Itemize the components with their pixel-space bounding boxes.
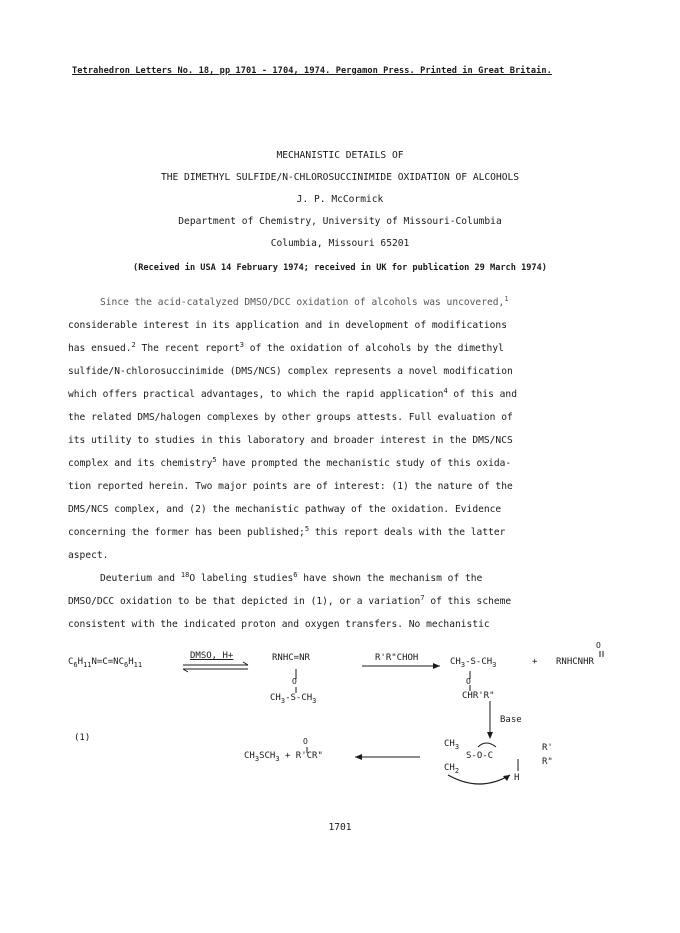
para1-line-4: sulfide/N-chlorosuccinimide (DMS/NCS) complex represents a novel modification xyxy=(68,366,513,377)
para2-line-1: Deuterium and $^{18}$O labeling studies$^6$ have shown the mechanism of the xyxy=(100,571,483,584)
para2-line-2: DMSO/DCC oxidation to be that depicted in (1), or a variation$^7$ of this scheme xyxy=(68,594,512,607)
forward-arrow-2-head xyxy=(433,663,440,669)
reagent-alcohol: R'R"CHOH xyxy=(375,653,419,663)
para2-line-3: consistent with the indicated proton and oxygen transfers. No mechanistic xyxy=(68,619,490,630)
para1-line-5: which offers practical advantages, to which the rapid application$^4$ of this and xyxy=(68,387,517,400)
sulfonium-oxygen: O xyxy=(466,677,471,686)
para1-line-2: considerable interest in its application and in development of modifications xyxy=(68,320,507,331)
sulfonium-bottom: CHR'R" xyxy=(462,691,495,701)
ylide-ch3: $CH_3$ xyxy=(444,739,460,751)
electron-arrow-1 xyxy=(448,775,510,784)
ylide-r1: R' xyxy=(542,743,553,753)
para1-line-6: the related DMS/halogen complexes by other groups attests. Full evaluation of xyxy=(68,412,513,423)
title-line-1: MECHANISTIC DETAILS OF xyxy=(276,150,404,161)
para1-line-7: its utility to studies in this laboratory and broader interest in the DMS/NCS xyxy=(68,435,513,446)
urea-oxygen: O xyxy=(596,641,601,650)
products-oxygen: O xyxy=(303,737,308,746)
journal-header: Tetrahedron Letters No. 18, pp 1701 - 1704, 1974. Pergamon Press. Printed in Great Britain. xyxy=(72,66,552,76)
para1-line-10: DMS/NCS complex, and (2) the mechanistic pathway of the oxidation. Evidence xyxy=(68,504,502,515)
para1-line-1: Since the acid-catalyzed DMSO/DCC oxidation of alcohols was uncovered,$^1$ xyxy=(100,295,509,308)
page-number: 1701 xyxy=(328,822,352,833)
affiliation: Department of Chemistry, University of Missouri-Columbia xyxy=(178,216,502,227)
para1-line-3: has ensued.$^2$ The recent report$^3$ of the oxidation of alcohols by the dimethyl xyxy=(68,341,504,354)
intermediate-sulfur: $CH_3-S-CH_3$ xyxy=(270,693,317,705)
author: J. P. McCormick xyxy=(296,194,384,205)
sulfonium-top: $CH_3-S-CH_3$ xyxy=(450,657,497,669)
ylide-core: S-O-C xyxy=(466,751,494,761)
reagent-dmso: DMSO, H+ xyxy=(190,651,234,661)
dcc-reagent: $C_6H_{11}N=C=NC_6H_{11}$ xyxy=(68,657,143,669)
ylide-h: H xyxy=(514,773,520,783)
intermediate-top: RNHC=NR xyxy=(272,653,310,663)
ylide-ch2: $CH_2$ xyxy=(444,763,460,775)
base-label: Base xyxy=(500,715,522,725)
urea-product: RNHCNHR xyxy=(556,657,594,667)
received-line: (Received in USA 14 February 1974; received in UK for publication 29 March 1974) xyxy=(133,263,547,273)
para1-line-9: tion reported herein. Two major points are of interest: (1) the nature of the xyxy=(68,481,513,492)
intermediate-oxygen: O xyxy=(292,677,297,686)
products: $CH_3SCH_3 + R'CR$" xyxy=(244,751,323,763)
down-arrow-head xyxy=(487,732,493,739)
back-arrow-head xyxy=(355,754,362,760)
plus-sign: + xyxy=(532,657,538,667)
scheme-label: (1) xyxy=(74,733,91,743)
para1-line-11: concerning the former has been published;$^5$ this report deals with the latter xyxy=(68,525,506,538)
reaction-scheme xyxy=(0,635,680,795)
para1-line-12: aspect. xyxy=(68,550,109,561)
title-line-2: THE DIMETHYL SULFIDE/N-CHLOROSUCCINIMIDE OXIDATION OF ALCOHOLS xyxy=(160,172,520,183)
address: Columbia, Missouri 65201 xyxy=(270,238,410,249)
para1-line-8: complex and its chemistry$^5$ have prompted the mechanistic study of this oxida- xyxy=(68,456,512,469)
ylide-r2: R" xyxy=(542,757,553,767)
